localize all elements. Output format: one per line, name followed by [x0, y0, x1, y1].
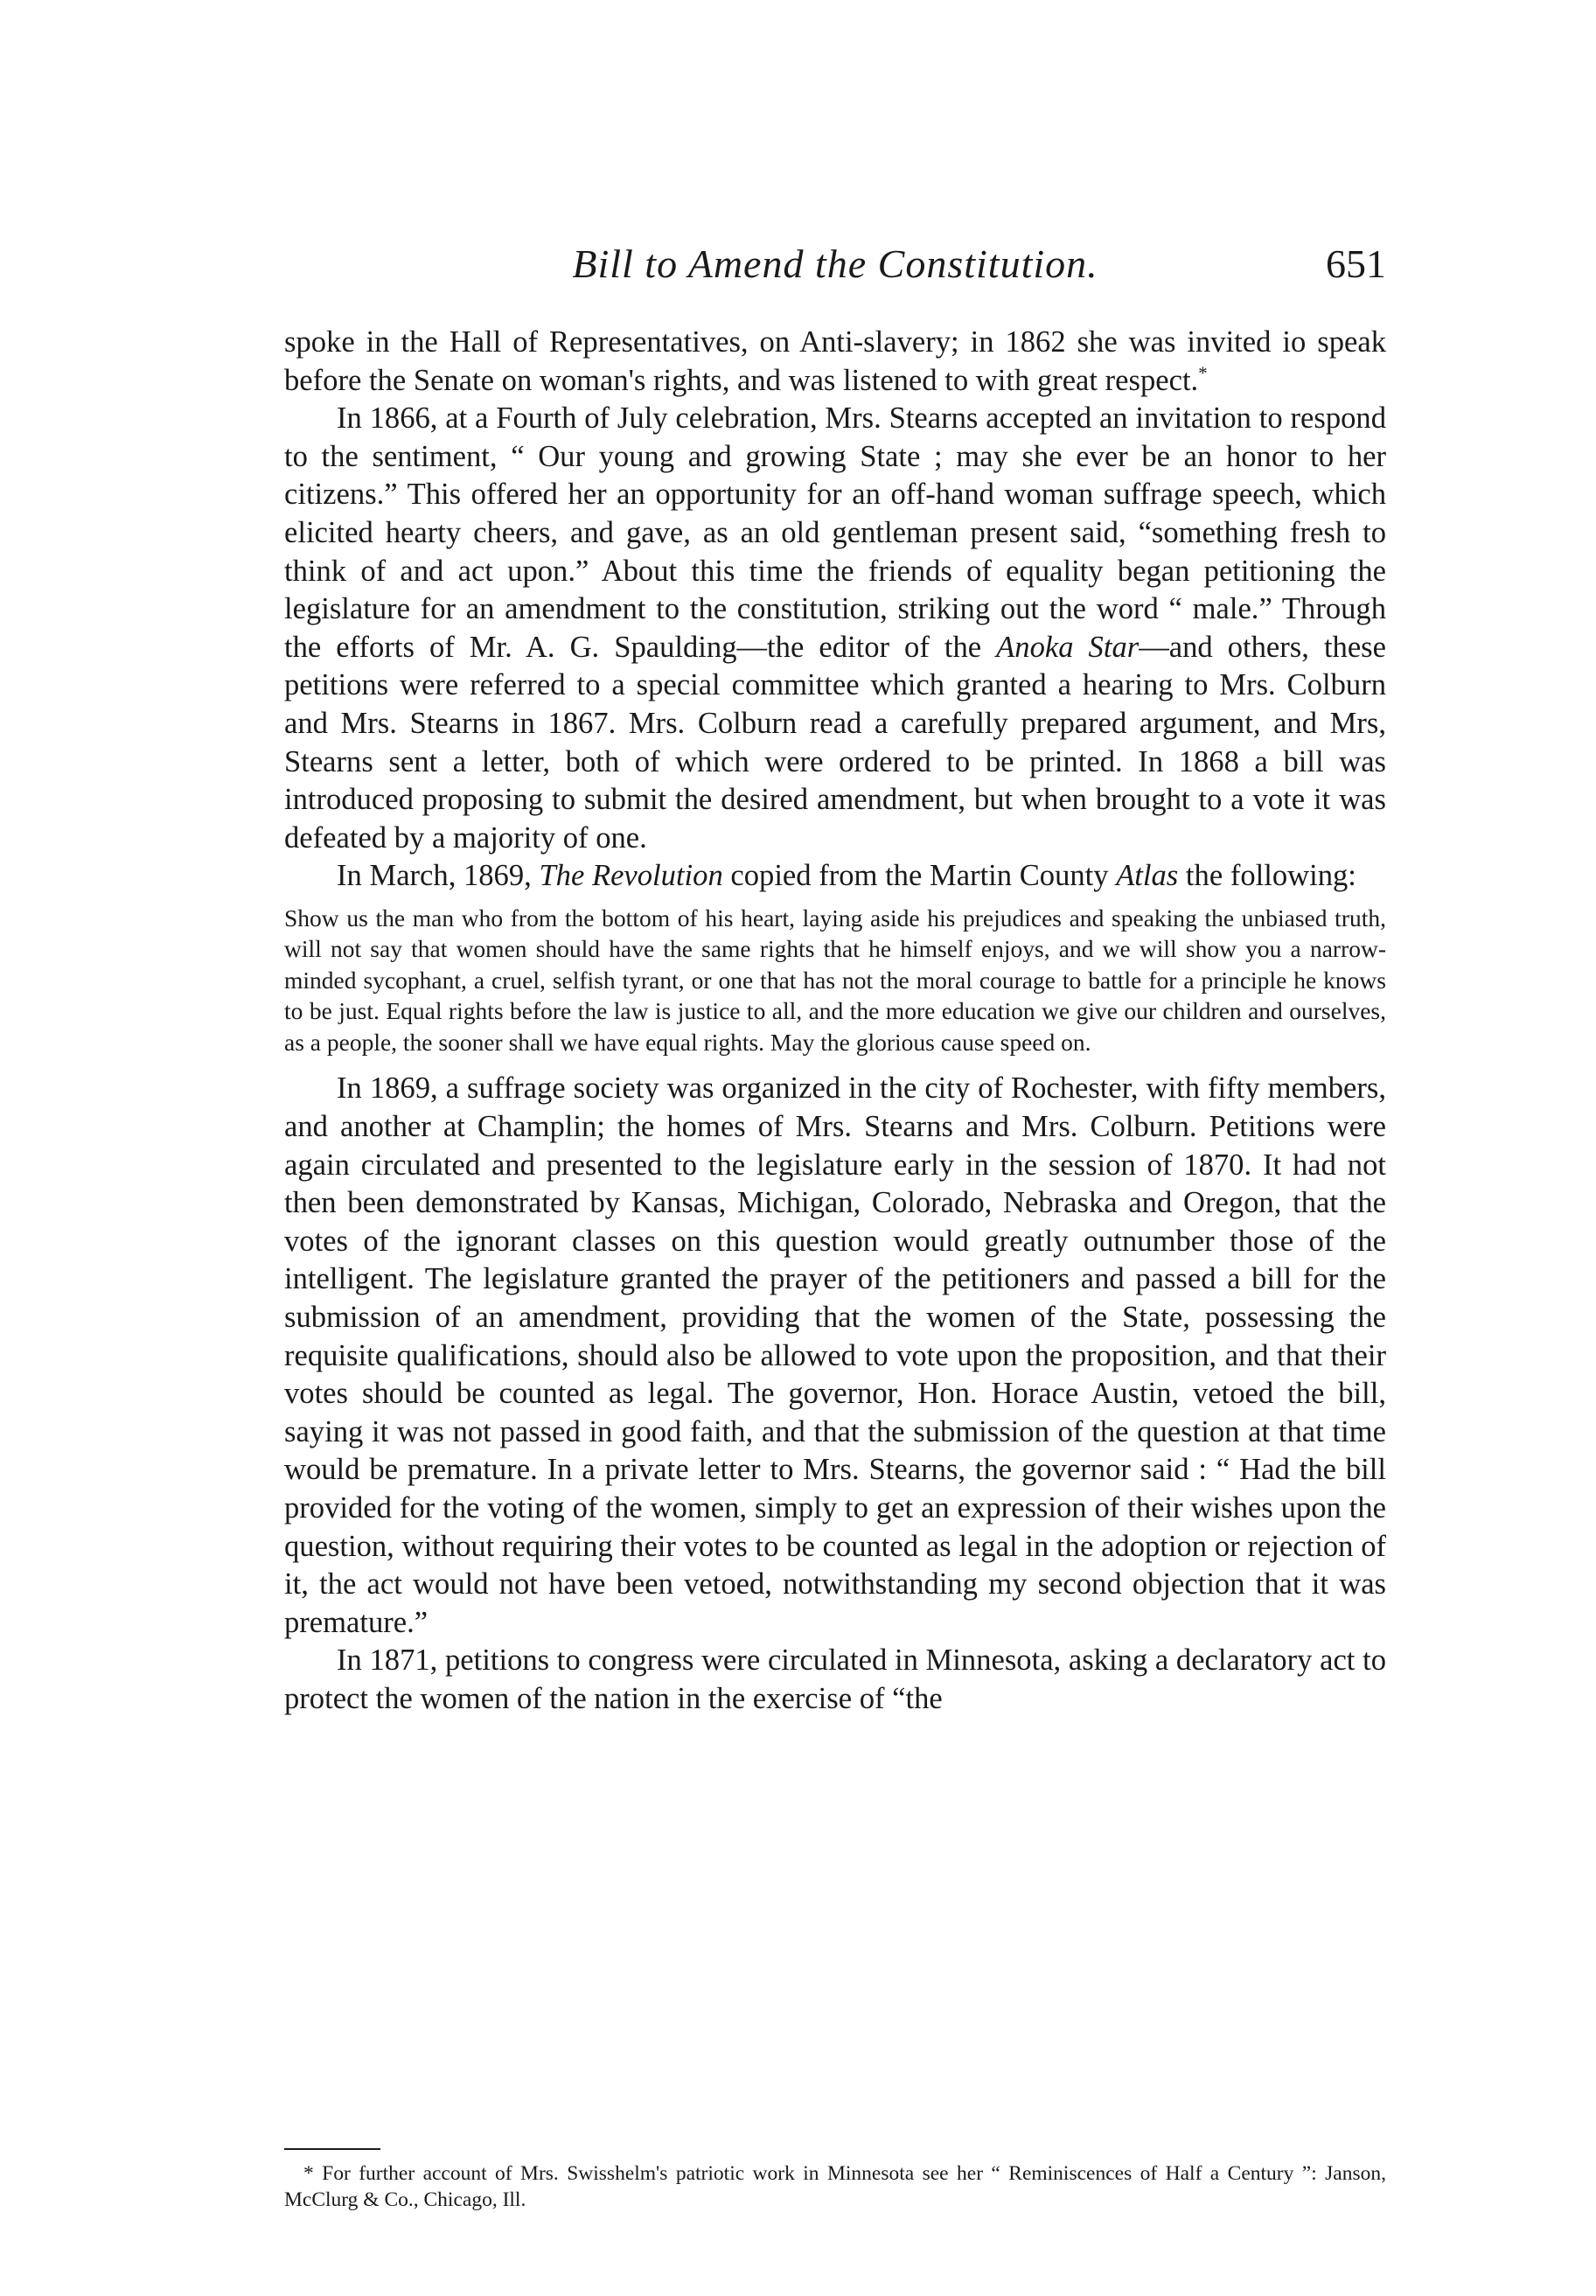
paragraph-text: In March, 1869, — [337, 859, 540, 893]
footnote-marker: * — [1198, 364, 1208, 384]
footnote — [284, 2160, 1386, 2213]
footnote-text: * For further account of Mrs. Swisshelm's patriotic work in Minnesota see her “ Reminiscences of Half a Century ”: Janson, McClurg & Co., Chicago, Ill. — [284, 2162, 1386, 2211]
paragraph-text: the following: — [1178, 859, 1356, 893]
body-text — [284, 324, 1386, 1719]
paragraph: In 1871, petitions to congress were circulated in Minnesota, asking a declaratory act to protect the women of the nation in the exercise of “the — [284, 1643, 1386, 1715]
newspaper-title: Anoka Star — [996, 630, 1140, 664]
newspaper-title: The Revolution — [539, 859, 723, 893]
page-number: 651 — [1326, 241, 1386, 286]
paragraph-continuation — [284, 324, 1386, 400]
page-header — [284, 238, 1386, 290]
paragraph: In 1869, a suffrage society was organized in the city of Rochester, with fifty members, and another at Champlin; the homes of Mrs. Stearns and Mrs. Colburn. Petitions were again circulated and presented to the legislature early in the session of 1870. It had not then been demonstrated by Kansas, Michigan, Colorado, Nebraska and Oregon, that the votes of the ignorant classes on this question would greatly outnumber those of the intelligent. The legislature granted the prayer of the petitioners and passed a bill for the submission of an amendment, providing that the women of the State, possessing the requisite qualifications, should also be allowed to vote upon the proposition, and that their votes should be counted as legal. The governor, Hon. Horace Austin, vetoed the bill, saying it was not passed in good faith, and that the submission of the question at that time would be premature. In a private letter to Mrs. Stearns, the governor said : “ Had the bill provided for the voting of the women, simply to get an expression of their wishes upon the question, without requiring their votes to be counted as legal in the adoption or rejection of it, the act would not have been vetoed, notwithstanding my second objection that it was premature.” — [284, 1071, 1386, 1639]
footnote-divider — [284, 2148, 380, 2150]
paragraph — [284, 400, 1386, 857]
paragraph-text: copied from the Martin County — [722, 859, 1117, 893]
newspaper-title: Atlas — [1116, 859, 1179, 893]
block-quote: Show us the man who from the bottom of his heart, laying aside his prejudices and speaking the unbiased truth, will not say that women should have the same rights that he himself enjoys, and we will show you a narrow-minded sycophant, a cruel, selfish tyrant, or one that has not the moral courage to battle for a principle he knows to be just. Equal rights before the law is justice to all, and the more education we give our children and ourselves, as a people, the sooner shall we have equal rights. May the glorious cause speed on. — [284, 904, 1386, 1056]
paragraph-text: spoke in the Hall of Representatives, on Anti-slavery; in 1862 she was invited io speak before the Senate on woman's rights, and was listened to with great respect. — [284, 325, 1386, 397]
paragraph — [284, 857, 1386, 896]
running-title: Bill to Amend the Constitution. — [572, 241, 1098, 286]
paragraph-text: In 1866, at a Fourth of July celebration, Mrs. Stearns accepted an invitation to respond to the sentiment, “ Our young and growing State ; may she ever be an honor to her citizens.” This offered her an opportunity for an off-hand woman suffrage speech, which elicited hearty cheers, and gave, as an old gentleman present said, “something fresh to think of and act upon.” About this time the friends of equality began petitioning the legislature for an amendment to the constitution, striking out the word “ male.” Through the efforts of Mr. A. G. Spaulding—the editor of the — [284, 401, 1386, 664]
paragraph-text: —and others, these petitions were referred to a special committee which granted a hearing to Mrs. Colburn and Mrs. Stearns in 1867. Mrs. Colburn read a carefully prepared argument, and Mrs, Stearns sent a letter, both of which were ordered to be printed. In 1868 a bill was introduced proposing to submit the desired amendment, but when brought to a vote it was defeated by a majority of one. — [284, 630, 1386, 855]
